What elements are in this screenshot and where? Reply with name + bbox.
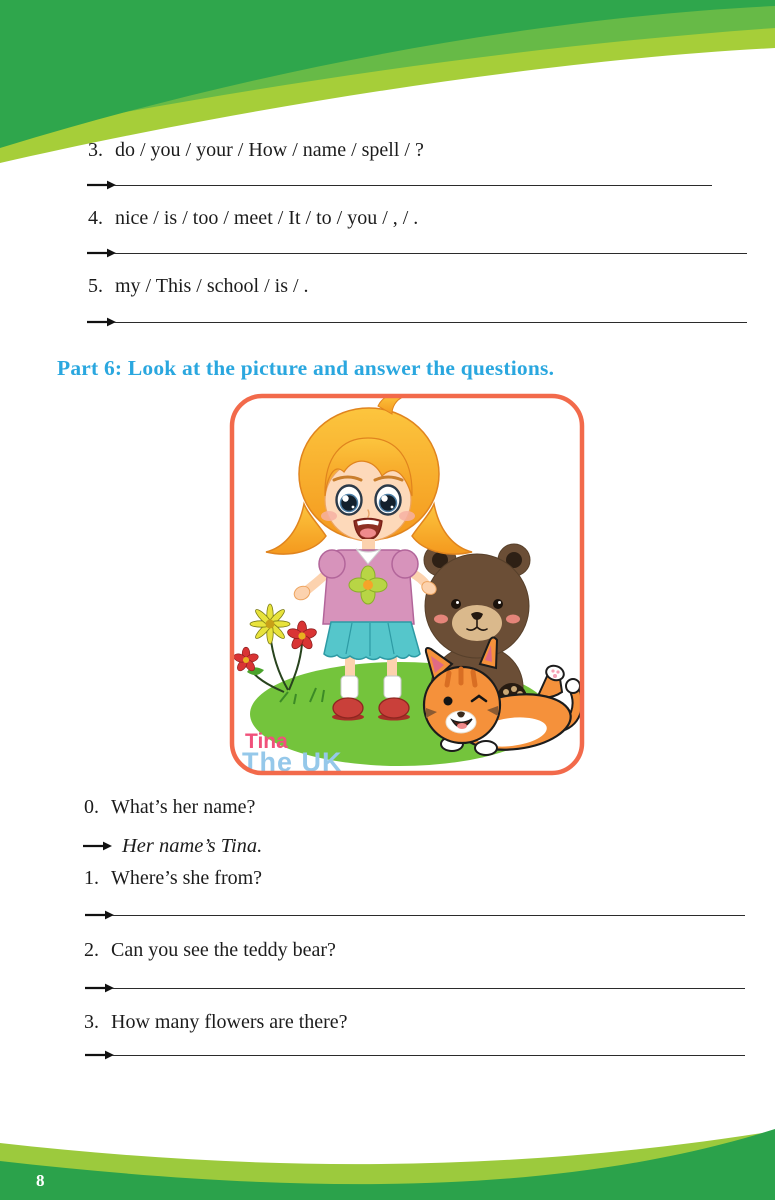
part6-picture — [228, 392, 586, 782]
footer-swoosh-decoration — [0, 1125, 775, 1200]
unscramble-item-3 — [88, 138, 424, 163]
item-number: 4. — [88, 207, 103, 229]
page-number: 8 — [36, 1171, 45, 1190]
picture-illustration — [228, 392, 586, 777]
question-3 — [84, 1010, 348, 1035]
answer-row — [86, 240, 747, 266]
question-number: 3. — [84, 1011, 99, 1033]
answer-arrow-icon — [86, 178, 116, 192]
answer-line — [112, 915, 745, 916]
unscramble-item-4 — [88, 206, 418, 231]
answer-line — [114, 185, 712, 186]
answer-line — [114, 322, 747, 323]
country-label: The UK — [242, 747, 343, 777]
answer-arrow-icon — [86, 246, 116, 260]
item-text: my / This / school / is / . — [115, 275, 309, 297]
question-text: How many flowers are there? — [111, 1011, 348, 1033]
answer-line — [112, 1055, 745, 1056]
answer-arrow-icon — [84, 1048, 114, 1062]
unscramble-item-5 — [88, 274, 309, 299]
question-text: Can you see the teddy bear? — [111, 939, 336, 961]
answer-arrow-icon — [84, 981, 114, 995]
example-answer-row — [82, 833, 262, 859]
question-text: What’s her name? — [111, 796, 256, 818]
yellow-flower — [250, 604, 290, 644]
question-1 — [84, 866, 262, 891]
answer-row — [86, 172, 712, 198]
item-text: nice / is / too / meet / It / to / you / , / . — [115, 207, 419, 229]
answer-row — [84, 1042, 745, 1068]
question-2 — [84, 938, 336, 963]
answer-arrow-icon — [86, 315, 116, 329]
question-number: 0. — [84, 796, 99, 818]
example-answer-text: Her name’s Tina. — [122, 834, 263, 857]
girl-name-label: Tina — [245, 730, 288, 753]
answer-row — [84, 902, 745, 928]
question-0 — [84, 795, 255, 820]
answer-row — [84, 975, 745, 1001]
item-number: 3. — [88, 139, 103, 161]
item-number: 5. — [88, 275, 103, 297]
question-text: Where’s she from? — [111, 867, 263, 889]
answer-arrow-icon — [82, 839, 112, 853]
part6-heading: Part 6: Look at the picture and answer the questions. — [57, 356, 555, 380]
question-number: 1. — [84, 867, 99, 889]
question-number: 2. — [84, 939, 99, 961]
answer-line — [112, 988, 745, 989]
item-text: do / you / your / How / name / spell / ? — [115, 139, 424, 161]
answer-row — [86, 309, 747, 335]
answer-arrow-icon — [84, 908, 114, 922]
answer-line — [114, 253, 747, 254]
